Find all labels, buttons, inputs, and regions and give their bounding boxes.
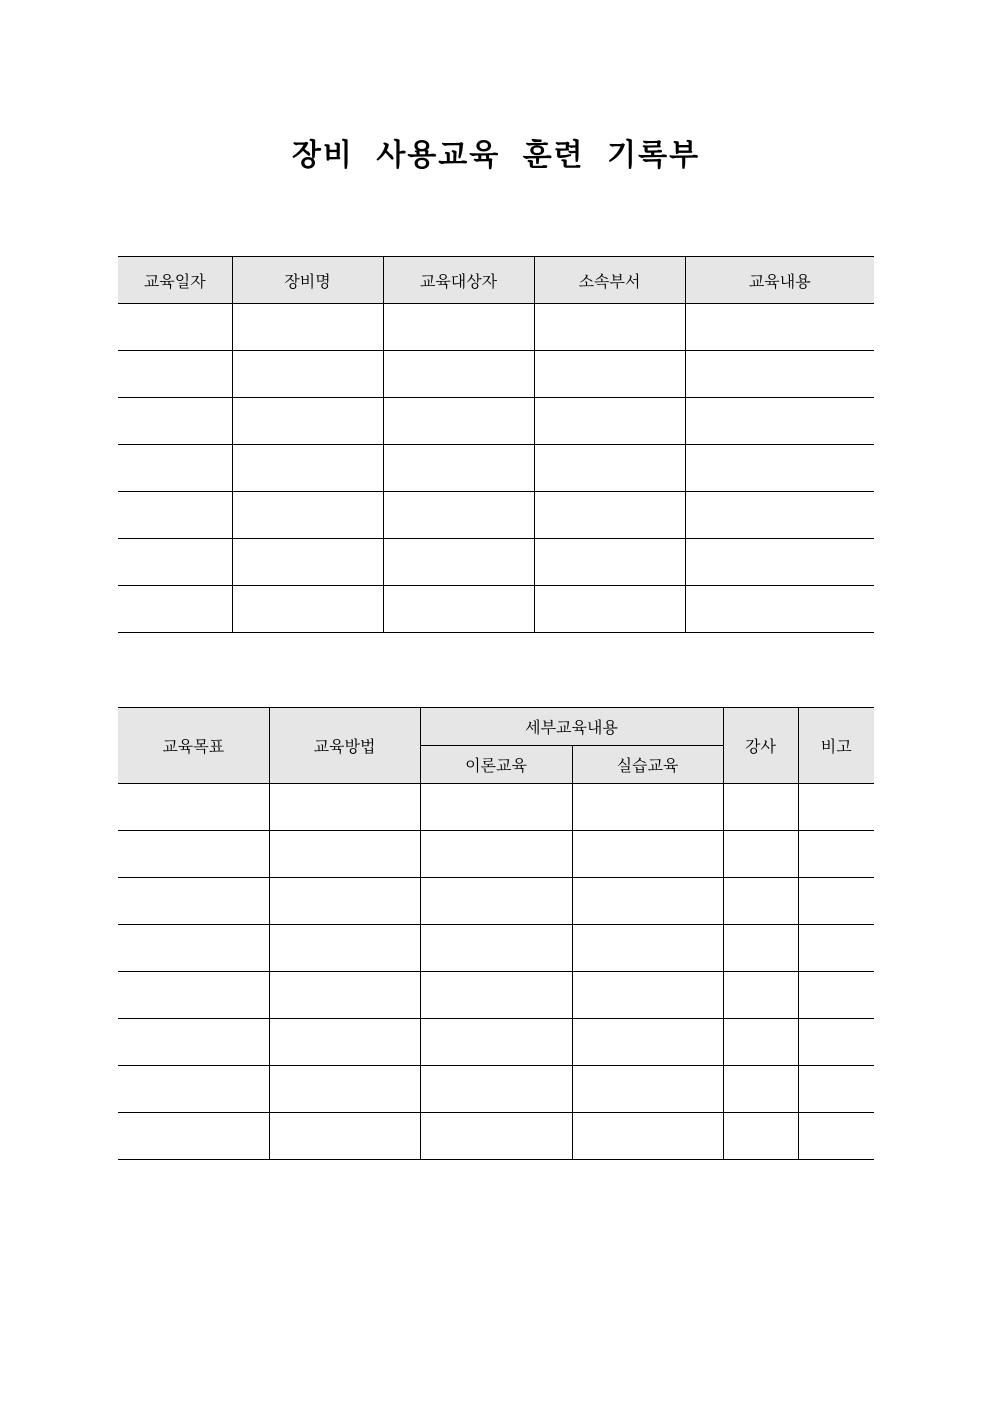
table-cell[interactable] xyxy=(118,972,269,1019)
table-cell[interactable] xyxy=(118,1113,269,1160)
table-cell[interactable] xyxy=(798,878,874,925)
table-cell[interactable] xyxy=(723,1113,798,1160)
table-cell[interactable] xyxy=(685,586,874,633)
table-cell[interactable] xyxy=(118,1066,269,1113)
header-equipment-name: 장비명 xyxy=(232,257,383,304)
table-row xyxy=(118,1113,874,1160)
table-row xyxy=(118,1019,874,1066)
table-cell[interactable] xyxy=(572,1019,723,1066)
table-cell[interactable] xyxy=(118,831,269,878)
table-cell[interactable] xyxy=(798,831,874,878)
table-cell[interactable] xyxy=(269,784,420,831)
table-cell[interactable] xyxy=(572,1113,723,1160)
table-cell[interactable] xyxy=(383,445,534,492)
table-cell[interactable] xyxy=(798,1066,874,1113)
table-cell[interactable] xyxy=(118,539,232,586)
table-cell[interactable] xyxy=(232,492,383,539)
header-date: 교육일자 xyxy=(118,257,232,304)
table-cell[interactable] xyxy=(723,925,798,972)
page-title: 장비 사용교육 훈련 기록부 xyxy=(291,138,701,173)
table-cell[interactable] xyxy=(118,351,232,398)
table-row xyxy=(118,784,874,831)
table-cell[interactable] xyxy=(420,972,572,1019)
table-cell[interactable] xyxy=(798,925,874,972)
table-cell[interactable] xyxy=(269,1066,420,1113)
table-cell[interactable] xyxy=(383,539,534,586)
table-cell[interactable] xyxy=(232,539,383,586)
table-cell[interactable] xyxy=(420,878,572,925)
table-cell[interactable] xyxy=(572,831,723,878)
table-cell[interactable] xyxy=(572,1066,723,1113)
header-method: 교육방법 xyxy=(269,708,420,784)
table-cell[interactable] xyxy=(723,831,798,878)
table-cell[interactable] xyxy=(420,1019,572,1066)
table-cell[interactable] xyxy=(685,351,874,398)
table-cell[interactable] xyxy=(723,784,798,831)
header-department: 소속부서 xyxy=(534,257,685,304)
training-record-table xyxy=(118,256,874,633)
table-cell[interactable] xyxy=(723,878,798,925)
table-cell[interactable] xyxy=(118,925,269,972)
table-row xyxy=(118,972,874,1019)
table-cell[interactable] xyxy=(269,925,420,972)
table-cell[interactable] xyxy=(723,1019,798,1066)
table-header-row xyxy=(118,708,874,746)
table-cell[interactable] xyxy=(798,1019,874,1066)
table-cell[interactable] xyxy=(685,445,874,492)
table-cell[interactable] xyxy=(269,972,420,1019)
table-cell[interactable] xyxy=(383,351,534,398)
table-cell[interactable] xyxy=(420,1113,572,1160)
table-row xyxy=(118,1066,874,1113)
table-cell[interactable] xyxy=(118,492,232,539)
header-practice: 실습교육 xyxy=(572,746,723,784)
table-cell[interactable] xyxy=(269,1019,420,1066)
table-cell[interactable] xyxy=(383,586,534,633)
table-cell[interactable] xyxy=(685,492,874,539)
table-cell[interactable] xyxy=(232,398,383,445)
table-cell[interactable] xyxy=(723,972,798,1019)
table-cell[interactable] xyxy=(572,972,723,1019)
table-cell[interactable] xyxy=(534,351,685,398)
table-cell[interactable] xyxy=(118,445,232,492)
table-cell[interactable] xyxy=(118,1019,269,1066)
table-cell[interactable] xyxy=(269,1113,420,1160)
header-remarks: 비고 xyxy=(798,708,874,784)
header-trainee: 교육대상자 xyxy=(383,257,534,304)
header-instructor: 강사 xyxy=(723,708,798,784)
table-cell[interactable] xyxy=(232,445,383,492)
table-cell[interactable] xyxy=(420,831,572,878)
table-cell[interactable] xyxy=(118,586,232,633)
table-cell[interactable] xyxy=(534,398,685,445)
table-cell[interactable] xyxy=(534,539,685,586)
table-cell[interactable] xyxy=(572,784,723,831)
table-cell[interactable] xyxy=(269,878,420,925)
table-cell[interactable] xyxy=(685,304,874,351)
header-goal: 교육목표 xyxy=(118,708,269,784)
table-cell[interactable] xyxy=(798,1113,874,1160)
table-row xyxy=(118,539,874,586)
table-row xyxy=(118,492,874,539)
training-detail-table xyxy=(118,707,874,1160)
table-cell[interactable] xyxy=(383,304,534,351)
table-cell[interactable] xyxy=(118,784,269,831)
table-cell[interactable] xyxy=(534,304,685,351)
header-detail-content: 세부교육내용 xyxy=(420,708,723,746)
table-cell[interactable] xyxy=(685,398,874,445)
table-row xyxy=(118,878,874,925)
table-row xyxy=(118,831,874,878)
table-row xyxy=(118,351,874,398)
table-cell[interactable] xyxy=(798,972,874,1019)
table-cell[interactable] xyxy=(572,878,723,925)
table-cell[interactable] xyxy=(383,492,534,539)
table-cell[interactable] xyxy=(420,784,572,831)
table-header-row xyxy=(118,257,874,304)
table-cell[interactable] xyxy=(420,1066,572,1113)
table-cell[interactable] xyxy=(269,831,420,878)
table-cell[interactable] xyxy=(685,539,874,586)
table-cell[interactable] xyxy=(534,445,685,492)
table-row xyxy=(118,445,874,492)
header-content: 교육내용 xyxy=(685,257,874,304)
table-cell[interactable] xyxy=(798,784,874,831)
table-cell[interactable] xyxy=(534,492,685,539)
table-cell[interactable] xyxy=(572,925,723,972)
table-cell[interactable] xyxy=(723,1066,798,1113)
table-cell[interactable] xyxy=(420,925,572,972)
table-row xyxy=(118,398,874,445)
table-cell[interactable] xyxy=(118,304,232,351)
table-cell[interactable] xyxy=(232,586,383,633)
table-row xyxy=(118,586,874,633)
table-cell[interactable] xyxy=(232,304,383,351)
table-row xyxy=(118,925,874,972)
header-theory: 이론교육 xyxy=(420,746,572,784)
table-cell[interactable] xyxy=(232,351,383,398)
table-cell[interactable] xyxy=(534,586,685,633)
table-row xyxy=(118,304,874,351)
table-cell[interactable] xyxy=(383,398,534,445)
table-cell[interactable] xyxy=(118,878,269,925)
table-cell[interactable] xyxy=(118,398,232,445)
